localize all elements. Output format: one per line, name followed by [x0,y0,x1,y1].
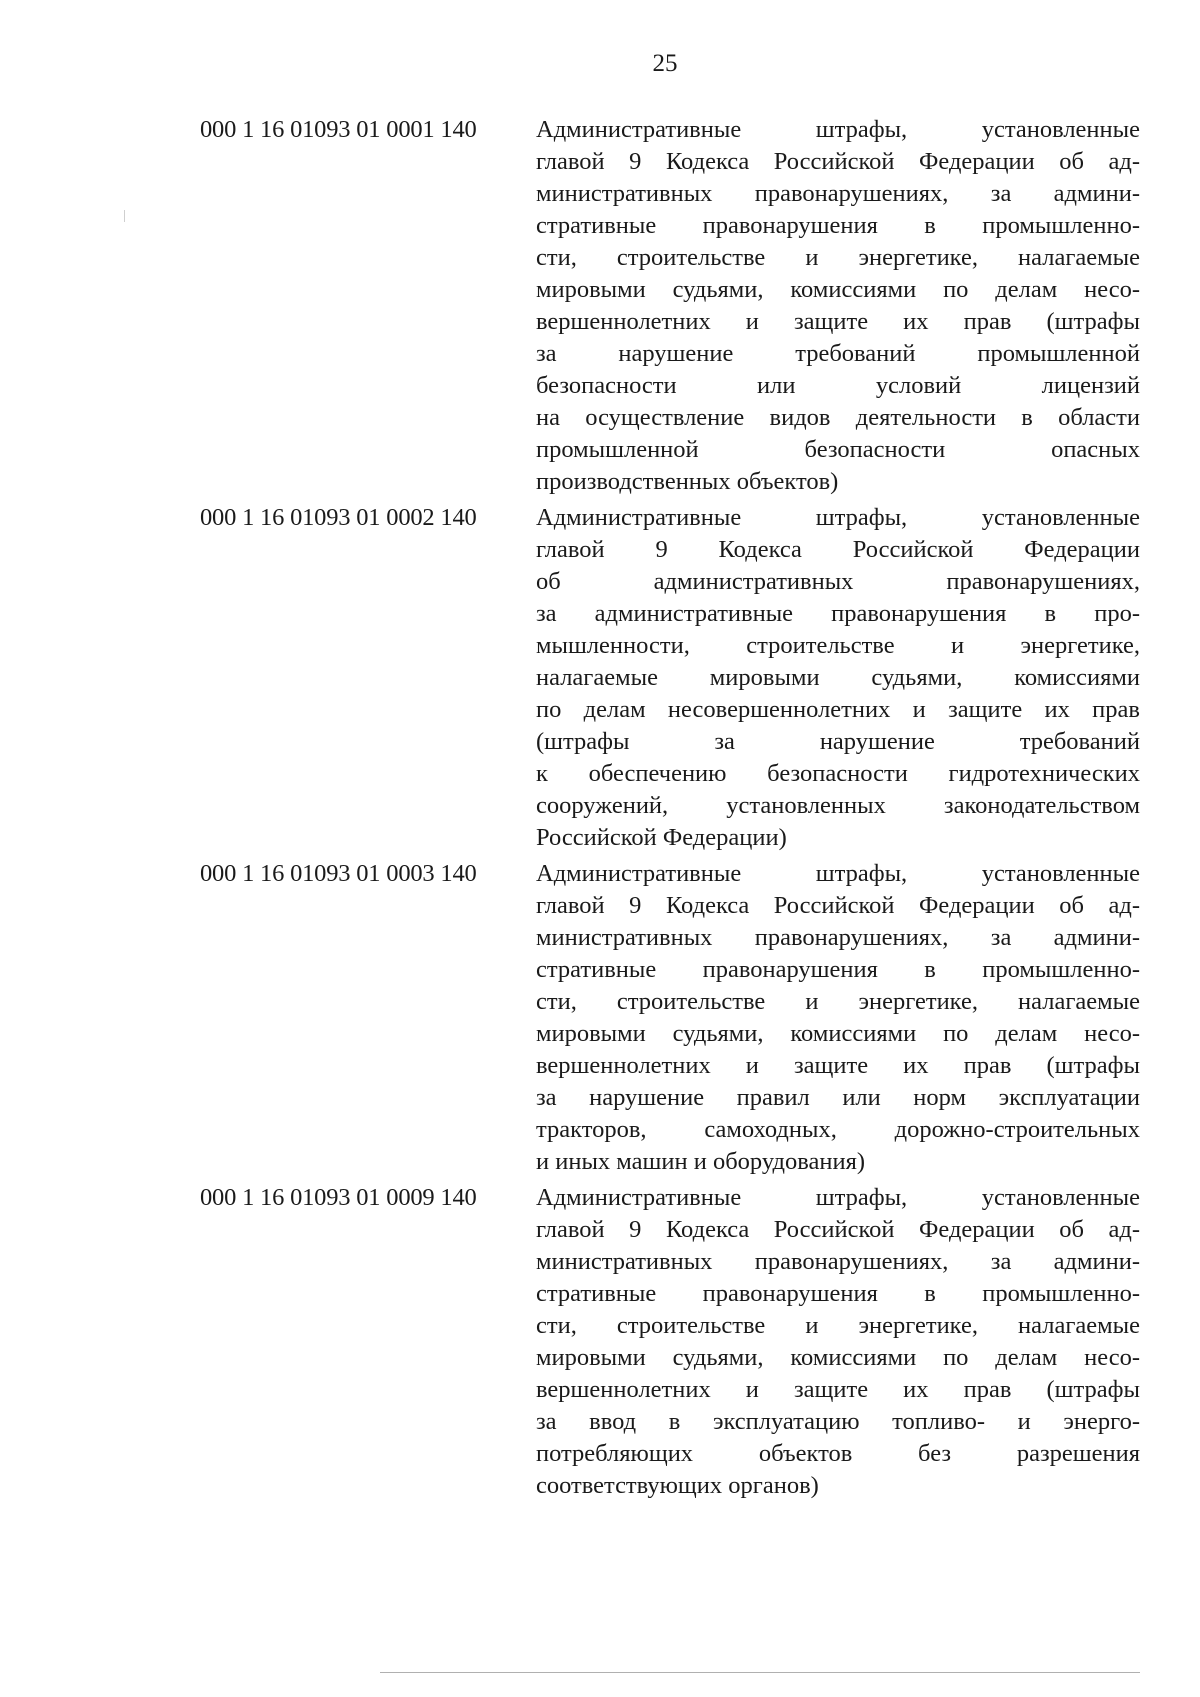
description-line: вершеннолетних и защите их прав (штрафы [536,1376,1140,1403]
description-line: за нарушение правил или норм эксплуатации [536,1084,1140,1111]
description-line: промышленной безопасности опасных [536,436,1140,463]
description-line: сти, строительстве и энергетике, налагаемые [536,988,1140,1015]
description-line: стративные правонарушения в промышленно- [536,212,1140,239]
description-line: об административных правонарушениях, [536,568,1140,595]
description-line: и иных машин и оборудования) [536,1148,866,1175]
description-line: налагаемые мировыми судьями, комиссиями [536,664,1140,691]
description-line: мышленности, строительстве и энергетике, [536,632,1140,659]
description-line: производственных объектов) [536,468,839,495]
budget-code-list [200,114,1140,1506]
budget-code: 000 1 16 01093 01 0003 140 [200,860,477,887]
description-line: главой 9 Кодекса Российской Федерации об ад- [536,892,1140,919]
description-line: за административные правонарушения в про- [536,600,1140,627]
description-line: тракторов, самоходных, дорожно-строительных [536,1116,1140,1143]
description-line: на осуществление видов деятельности в области [536,404,1140,431]
budget-code: 000 1 16 01093 01 0001 140 [200,116,477,143]
description-line: мировыми судьями, комиссиями по делам несо- [536,1344,1140,1371]
description-line: за нарушение требований промышленной [536,340,1140,367]
description-line: мировыми судьями, комиссиями по делам несо- [536,276,1140,303]
description-line: по делам несовершеннолетних и защите их прав [536,696,1140,723]
entry-description [536,502,1140,854]
description-line: за ввод в эксплуатацию топливо- и энерго- [536,1408,1140,1435]
description-line: главой 9 Кодекса Российской Федерации [536,536,1140,563]
description-line: сти, строительстве и энергетике, налагаемые [536,1312,1140,1339]
budget-code: 000 1 16 01093 01 0002 140 [200,504,477,531]
entry-description [536,858,1140,1178]
description-line: к обеспечению безопасности гидротехнических [536,760,1140,787]
description-line: Административные штрафы, установленные [536,1184,1140,1211]
budget-entry [200,502,1140,854]
bottom-rule [380,1672,1140,1673]
budget-entry [200,858,1140,1178]
description-line: соответствующих органов) [536,1472,819,1499]
budget-code: 000 1 16 01093 01 0009 140 [200,1184,477,1211]
description-line: министративных правонарушениях, за админи- [536,924,1140,951]
description-line: главой 9 Кодекса Российской Федерации об ад- [536,148,1140,175]
description-line: сооружений, установленных законодательством [536,792,1140,819]
description-line: главой 9 Кодекса Российской Федерации об ад- [536,1216,1140,1243]
description-line: мировыми судьями, комиссиями по делам несо- [536,1020,1140,1047]
description-line: стративные правонарушения в промышленно- [536,956,1140,983]
entry-description [536,1182,1140,1502]
description-line: Административные штрафы, установленные [536,860,1140,887]
scan-margin-mark [124,210,125,222]
description-line: (штрафы за нарушение требований [536,728,1140,755]
entry-description [536,114,1140,498]
budget-entry [200,1182,1140,1502]
description-line: вершеннолетних и защите их прав (штрафы [536,1052,1140,1079]
description-line: сти, строительстве и энергетике, налагаемые [536,244,1140,271]
description-line: министративных правонарушениях, за админи- [536,1248,1140,1275]
description-line: потребляющих объектов без разрешения [536,1440,1140,1467]
page-number: 25 [652,50,678,77]
description-line: министративных правонарушениях, за админи- [536,180,1140,207]
description-line: Административные штрафы, установленные [536,116,1140,143]
description-line: безопасности или условий лицензий [536,372,1140,399]
budget-entry [200,114,1140,498]
description-line: Российской Федерации) [536,824,787,851]
description-line: вершеннолетних и защите их прав (штрафы [536,308,1140,335]
description-line: Административные штрафы, установленные [536,504,1140,531]
description-line: стративные правонарушения в промышленно- [536,1280,1140,1307]
